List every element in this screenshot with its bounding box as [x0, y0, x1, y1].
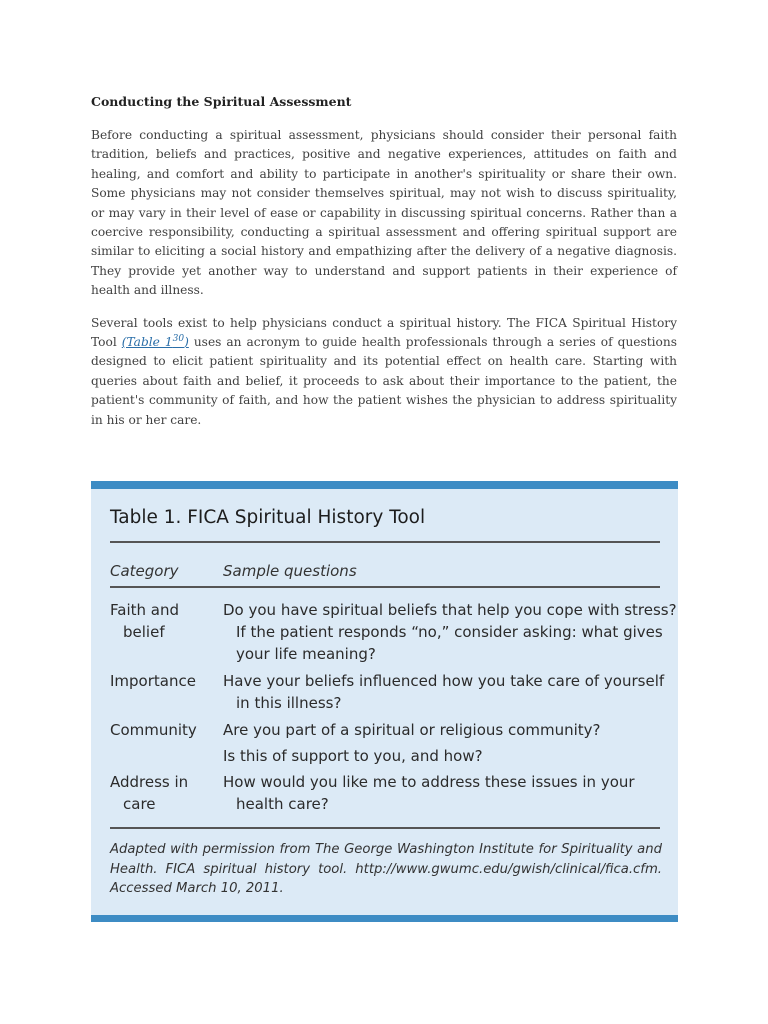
row-address-category — [110, 771, 188, 815]
table-reference-close: ) — [184, 335, 189, 350]
question-line: Have your beliefs influenced how you take care of yourself — [223, 672, 665, 690]
category-line: Importance — [110, 672, 196, 690]
question-line: Do you have spiritual beliefs that help you cope with stress? — [223, 601, 677, 619]
question-line: health care? — [236, 795, 329, 813]
column-header-questions: Sample questions — [223, 562, 357, 580]
category-line: care — [123, 795, 156, 813]
row-importance-questions — [223, 670, 664, 714]
paragraph-2-start: Several tools exist to help physicians conduct a spiritual history. The FICA Spiritual History Tool — [91, 315, 677, 350]
paragraph-2 — [91, 314, 677, 430]
fica-table — [91, 481, 678, 922]
header-rule — [110, 586, 660, 588]
category-line: belief — [123, 623, 165, 641]
table-bottom-bar — [91, 915, 678, 922]
footer-rule — [110, 827, 660, 829]
question-line: If the patient responds “no,” consider asking: what gives — [236, 623, 663, 641]
citation-superscript: 30 — [172, 334, 185, 344]
document-body — [91, 94, 677, 443]
category-line: Address in — [110, 773, 189, 791]
row-community-category — [110, 719, 197, 741]
table-reference-link[interactable] — [122, 335, 189, 349]
category-line: Community — [110, 721, 197, 739]
row-importance-category — [110, 670, 196, 692]
table-title: Table 1. FICA Spiritual History Tool — [110, 507, 426, 528]
row-faith-questions — [223, 599, 677, 665]
column-header-category: Category — [110, 562, 179, 580]
category-line: Faith and — [110, 601, 179, 619]
table-reference-text: (Table 1 — [121, 335, 173, 350]
paragraph-2-end: uses an acronym to guide health professionals through a series of questions designed to elicit patient spirituality and its potential effect on health care. Starting with queries about faith and belief, it proceeds to ask about their importance to the patient, the patient's community of faith, and how the patient wishes the physician to address spirituality in his or her care. — [91, 335, 677, 427]
row-faith-category — [110, 599, 179, 643]
question-line: How would you like me to address these issues in your — [223, 773, 635, 791]
question-line: your life meaning? — [236, 645, 376, 663]
title-rule — [110, 541, 660, 543]
table-top-bar — [91, 481, 678, 489]
paragraph-1: Before conducting a spiritual assessment, physicians should consider their personal faith tradition, beliefs and practices, positive and negative experiences, attitudes on faith and healing, and comfort and ability to participate in another's spirituality or share their own. Some physicians may not consider themselves spiritual, may not wish to discuss spirituality, or may vary in their level of ease or capability in discussing spiritual concerns. Rather than a coercive responsibility, conducting a spiritual assessment and offering spiritual support are similar to eliciting a social history and empathizing after the delivery of a negative diagnosis. They provide yet another way to understand and support patients in their experience of health and illness. — [91, 128, 677, 298]
row-address-questions — [223, 771, 635, 815]
question-line: Is this of support to you, and how? — [223, 747, 483, 765]
section-heading: Conducting the Spiritual Assessment — [91, 94, 352, 109]
row-community-questions — [223, 719, 601, 767]
table-source-note: Adapted with permission from The George Washington Institute for Spirituality and Health. FICA spiritual history tool. http://www.gwumc.edu/gwish/clinical/fica.cfm. Accessed March 10, 2011. — [110, 842, 662, 896]
question-line: in this illness? — [236, 694, 342, 712]
question-line: Are you part of a spiritual or religious community? — [223, 721, 601, 739]
